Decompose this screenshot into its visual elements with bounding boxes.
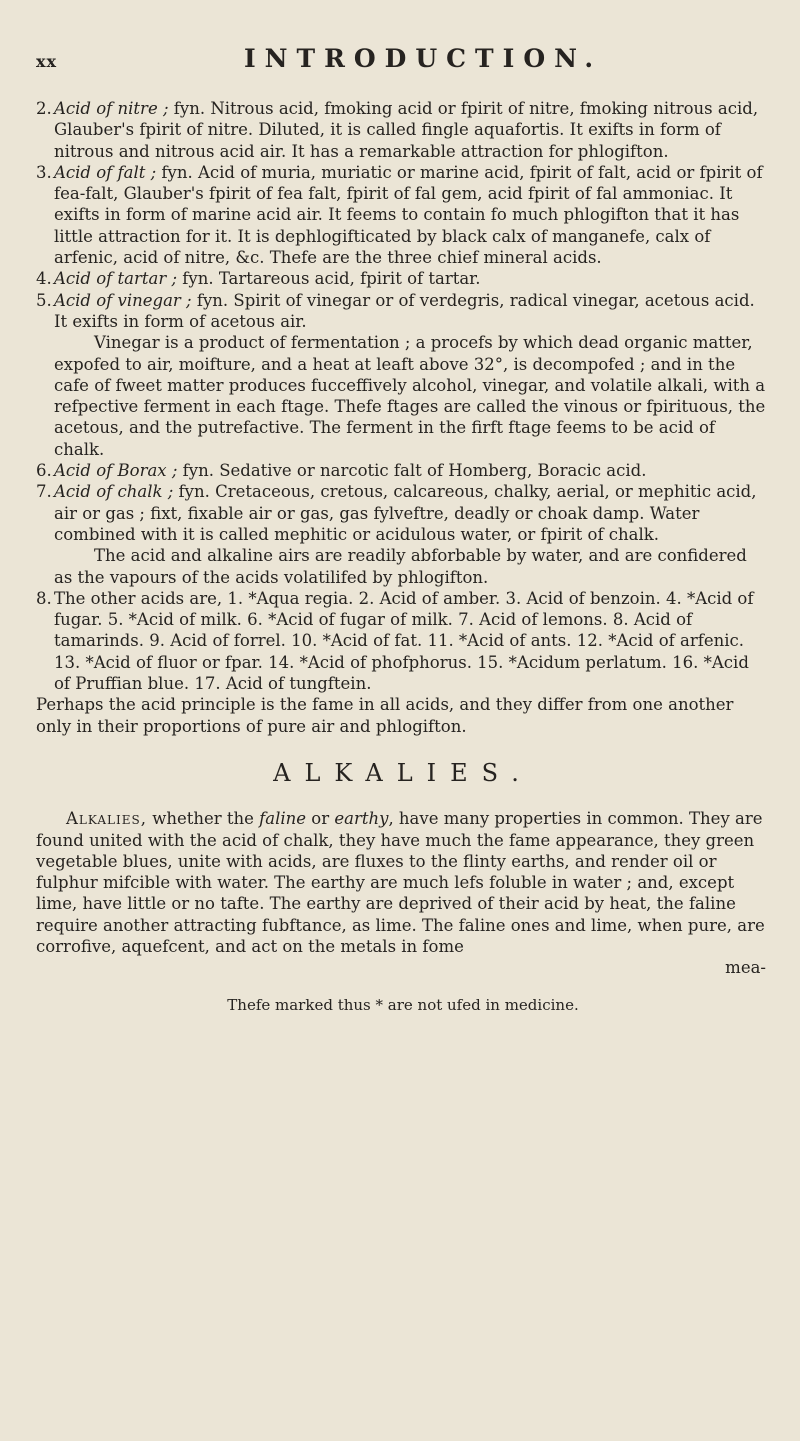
acid-entry bbox=[36, 290, 770, 333]
acid-entry bbox=[36, 162, 770, 268]
entry-description: The other acids are, 1. *Aqua regia. 2. Acid of amber. 3. Acid of benzoin. 4. *Acid of fugar. 5. *Acid of milk. 6. *Acid of fugar of milk. 7. Acid of lemons. 8. Acid of tamarinds. 9. Acid of forrel. 10. *Acid of fat. 11. *Acid of ants. 12. *Acid of arfenic. 13. *Acid of fluor or fpar. 14. *Acid of phofphorus. 15. *Acidum perlatum. 16. *Acid of Pruffian blue. 17. Acid of tungftein. bbox=[54, 588, 754, 694]
vinegar-note: Vinegar is a product of fermentation ; a procefs by which dead organic matter, expofed to air, moifture, and a heat at leaft above 32°, is decompofed ; and in the cafe of fweet matter produces fucceffively alcohol, vinegar, and volatile alkali, with a refpective ferment in each ftage. Thefe ftages are called the vinous or fpirituous, the acetous, and the putrefactive. The ferment in the firft ftage feems to be acid of chalk. bbox=[54, 333, 766, 459]
entry-number: 3. bbox=[36, 162, 52, 182]
entry-term: Acid of falt ; bbox=[54, 162, 157, 182]
catchword: mea- bbox=[725, 958, 766, 978]
footnote: Thefe marked thus * are not ufed in medicine. bbox=[227, 995, 579, 1014]
entry-term: Acid of tartar ; bbox=[54, 269, 178, 289]
closing-paragraph: Perhaps the acid principle is the fame in all acids, and they differ from one another only in their proportions of pure air and phlogifton. bbox=[36, 695, 734, 736]
entry-text bbox=[54, 290, 770, 333]
entry-term: Acid of Borax ; bbox=[54, 461, 178, 481]
entry-number: 5. bbox=[36, 290, 52, 310]
entry-number: 8. bbox=[36, 588, 52, 608]
lead-word: Alkalies, bbox=[66, 809, 147, 829]
entry-number: 4. bbox=[36, 269, 52, 289]
section-heading: ALKALIES. bbox=[273, 758, 533, 787]
entry-term: Acid of nitre ; bbox=[54, 99, 169, 118]
text-run: , have many properties in common. They are found united with the acid of chalk, they have much the fame appearance, they green vegetable blues, unite with acids, are fluxes to the flinty earths, and render oil or fulphur mifcible with water. The earthy are much lefs foluble in water ; and, except lime, have little or no tafte. The earthy are deprived of their acid by heat, the faline require another attracting fubftance, as lime. The faline ones and lime, when pure, are corrofive, aquefcent, and act on the metals in fome bbox=[36, 809, 765, 956]
entry-number: 2. bbox=[36, 99, 52, 118]
entry-description: fyn. Tartareous acid, fpirit of tartar. bbox=[177, 269, 481, 289]
running-header bbox=[36, 44, 770, 78]
entry-description: fyn. Cretaceous, cretous, calcareous, chalky, aerial, or mephitic acid, air or gas ; fixt, fixable air or gas, gas fylveftre, deadly or choak damp. Water combined with it is called mephitic or acidulous water, or fpirit of chalk. bbox=[54, 482, 757, 544]
acid-entry bbox=[36, 268, 770, 289]
alkalies-paragraph bbox=[36, 808, 770, 957]
entry-description: fyn. Nitrous acid, fmoking acid or fpirit of nitre, fmoking nitrous acid, Glauber's fpirit of nitre. Diluted, it is called fingle aquafortis. It exifts in form of nitrous and nitrous acid air. It has a remarkable attraction for phlogifton. bbox=[54, 99, 759, 161]
entry-term: Acid of vinegar ; bbox=[54, 290, 192, 310]
chalk-note: The acid and alkaline airs are readily abforbable by water, and are confidered as the vapours of the acids volatilifed by phlogifton. bbox=[54, 546, 747, 587]
entry-text bbox=[54, 162, 770, 268]
entry-description: fyn. Acid of muria, muriatic or marine acid, fpirit of falt, acid or fpirit of fea-falt, Glauber's fpirit of fea falt, fpirit of fal gem, acid fpirit of fal ammoniac. It exifts in form of marine acid air. It feems to contain fo much phlogifton that it has little attraction for it. It is dephlogifticated by black calx of manganefe, calx of arfenic, acid of nitre, &c. Thefe are the three chief mineral acids. bbox=[54, 162, 763, 268]
entry-term: Acid of chalk ; bbox=[54, 482, 174, 502]
entry-text bbox=[54, 460, 770, 481]
entry-text bbox=[54, 268, 770, 289]
body-text bbox=[36, 98, 770, 1016]
text-run: or bbox=[306, 809, 335, 829]
entry-description: fyn. Spirit of vinegar or of verdegris, radical vinegar, acetous acid. It exifts in form of acetous air. bbox=[54, 290, 755, 331]
entry-number: 7. bbox=[36, 482, 52, 502]
entry-text bbox=[54, 98, 770, 162]
entry-number: 6. bbox=[36, 461, 52, 481]
running-title: INTRODUCTION. bbox=[243, 44, 603, 73]
acid-entry bbox=[36, 460, 770, 481]
acid-entry bbox=[36, 481, 770, 545]
acid-entry bbox=[36, 98, 770, 162]
entry-description: fyn. Sedative or narcotic falt of Homberg, Boracic acid. bbox=[177, 461, 647, 481]
faline-term: faline bbox=[259, 809, 307, 829]
page-number: xx bbox=[36, 52, 58, 71]
acid-entry bbox=[36, 588, 770, 694]
entry-text bbox=[54, 481, 770, 545]
text-run: whether the bbox=[146, 809, 260, 829]
earthy-term: earthy bbox=[334, 809, 389, 829]
